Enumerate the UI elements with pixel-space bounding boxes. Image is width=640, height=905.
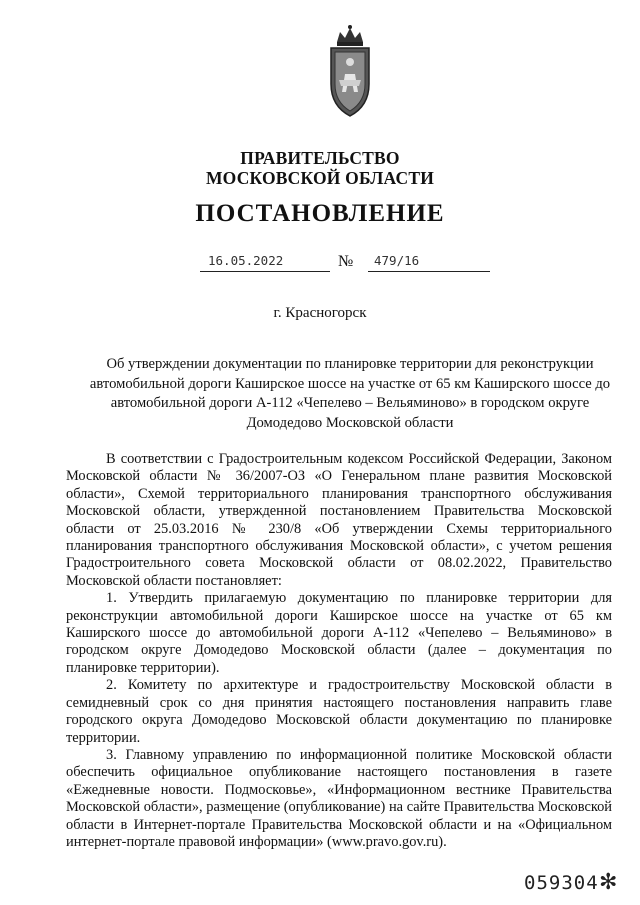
number-sign: № [338,253,354,270]
government-title-line1: ПРАВИТЕЛЬСТВО [240,148,400,168]
coat-of-arms-icon [325,22,375,122]
document-type-title: ПОСТАНОВЛЕНИЕ [195,200,445,227]
preamble-paragraph: В соответствии с Градостроительным кодексом Российской Федерации, Законом Московской области № 36/2007-ОЗ «О Генеральном плане развития Московской области», Схемой территориального планирования транспортного обслуживания Московской области, утвержденной постановлением Правительства Московской области от 25.03.2016 № 230/8 «Об утверждении Схемы территориального планирования транспортного обслуживания Московской области», с учетом решения Градостроительного совета Московской области от 08.02.2022, Правительство Московской области постановляет: [66,451,612,589]
item-2-paragraph: 2. Комитету по архитектуре и градостроительству Московской области в семидневный срок со дня принятия настоящего постановления направить главе городского округа Домодедово Московской области документацию по планировке территории. [66,677,612,746]
date-field [200,251,330,272]
city-of-issue: г. Красногорск [273,305,367,321]
number-field [368,251,490,272]
government-title-line2: МОСКОВСКОЙ ОБЛАСТИ [205,168,435,188]
serial-number: 059304 [524,872,599,894]
item-3-paragraph: 3. Главному управлению по информационной политике Московской области обеспечить официальное опубликование настоящего постановления в газете «Ежедневные новости. Подмосковье», «Информационном вестнике Правительства Московской области», размещение (опубликование) на сайте Правительства Московской области в Интернет-портале Правительства Московской области и на «Официальном интернет-портале правовой информации» (www.pravo.gov.ru). [66,746,612,850]
decree-subject: Об утверждении документации по планировке территории для реконструкции автомобильной дороги Каширское шоссе на участке от 65 км Каширского шоссе до автомобильной дороги А-112 «Чепелево – Вельяминово» в городском округе Домодедово Московской области [89,356,611,431]
decree-body [66,451,612,851]
serial-mark-icon: ✻ [599,869,618,894]
decree-number: 479/16 [374,253,420,268]
decree-date: 16.05.2022 [208,253,284,268]
item-1-paragraph: 1. Утвердить прилагаемую документацию по планировке территории для реконструкции автомобильной дороги Каширское шоссе на участке от 65 км Каширского шоссе до автомобильной дороги А-112 «Чепелево – Вельяминово» в городском округе Домодедово Московской области (далее – документация по планировке территории). [66,590,612,676]
